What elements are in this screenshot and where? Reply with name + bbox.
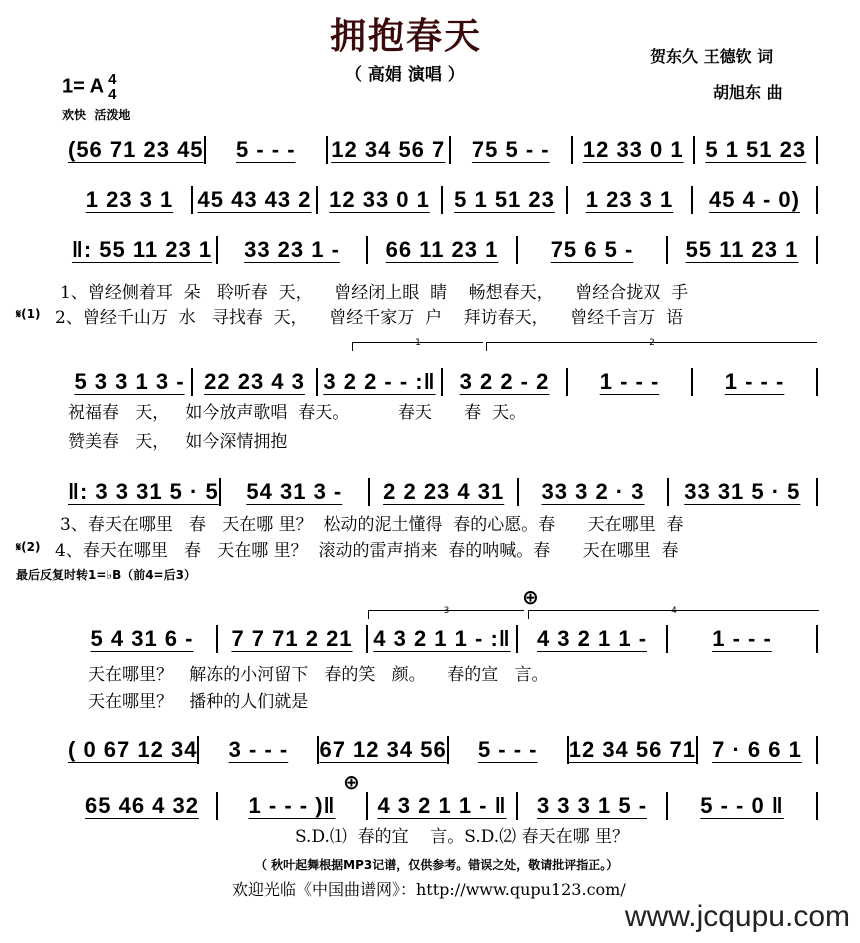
bar-line <box>816 186 818 214</box>
measure: 5 1 51 23 <box>705 137 807 162</box>
welcome-text: 欢迎光临《中国曲谱网》：http://www.qupu123.com/ <box>232 880 626 899</box>
measure: 54 31 3 - <box>246 479 343 504</box>
segno-1: 𝄋(1) <box>16 307 41 321</box>
measure: ( 0 67 12 34 <box>68 737 198 762</box>
bar-line <box>816 736 818 764</box>
song-title: 拥抱春天 <box>330 16 483 57</box>
notation-row <box>68 478 818 506</box>
volta-1 <box>352 338 483 351</box>
bar-line <box>816 368 818 396</box>
volta-label: 3 <box>443 606 450 616</box>
performer: （ 高娟 演唱 ） <box>345 65 465 85</box>
notation-row <box>68 236 818 264</box>
lyrics-verse-2: 2、曾经千山万 水 寻找春 天， 曾经千家万 户 拜访春天， 曾经千言万 语 <box>55 308 684 328</box>
measure: 3 - - - <box>228 737 289 762</box>
time-bottom: 4 <box>108 86 117 103</box>
segno-2: 𝄋(2) <box>16 540 41 554</box>
volta-label: 4 <box>671 606 677 616</box>
measure: 45 43 43 2 <box>197 187 312 212</box>
measure: 66 11 23 1 <box>385 237 499 262</box>
measure: 7 · 6 6 1 <box>712 737 802 762</box>
volta-4 <box>528 606 819 619</box>
measure: 4 3 2 1 1 - ‖ <box>377 793 507 818</box>
bar-line <box>816 625 818 653</box>
measure: 3 3 3 1 5 - <box>536 793 648 818</box>
notation-row <box>68 136 818 164</box>
key: 1= A <box>62 75 105 98</box>
lyrics-verse-3: 3、春天在哪里 春 天在哪 里？ 松动的泥土懂得 春的心愿。春 天在哪里 春 <box>60 515 684 535</box>
measure: 33 3 2 · 3 <box>541 479 645 504</box>
volta-3 <box>368 606 524 619</box>
measure: 3 2 2 - - :‖ <box>323 369 436 394</box>
lyricist: 贺东久 王德钦 词 <box>650 47 774 66</box>
measure: 5 4 31 6 - <box>90 626 194 651</box>
measure: 12 33 0 1 <box>582 137 684 162</box>
measure: ‖: 3 3 31 5 · 5 <box>68 479 219 504</box>
measure: 5 - - - <box>477 737 538 762</box>
measure: 1 23 3 1 <box>85 187 174 212</box>
coda-icon: ⊕ <box>522 585 539 609</box>
measure: 65 46 4 32 <box>85 793 199 818</box>
time-top: 4 <box>108 71 117 88</box>
notation-row <box>68 186 818 214</box>
measure: 55 11 23 1 <box>685 237 799 262</box>
measure: 67 12 34 56 <box>319 737 447 762</box>
volta-2 <box>486 338 817 351</box>
time-signature <box>108 72 116 102</box>
measure: 45 4 - 0) <box>709 187 800 212</box>
measure: 22 23 4 3 <box>204 369 305 394</box>
measure: 12 34 56 71 <box>568 737 696 762</box>
lyrics-verse-1: 1、曾经侧着耳 朵 聆听春 天， 曾经闭上眼 睛 畅想春天， 曾经合拢双 手 <box>60 283 689 303</box>
measure: 5 - - 0 ‖ <box>700 793 784 818</box>
tempo-marking: 欢快 活泼地 <box>62 108 131 122</box>
measure: 1 23 3 1 <box>585 187 674 212</box>
key-signature <box>62 72 116 102</box>
bar-line <box>816 792 818 820</box>
measure: 5 - - - <box>236 137 296 162</box>
measure: 12 33 0 1 <box>329 187 430 212</box>
transcriber-note: （ 秋叶起舞根据MP3记谱，仅供参考。错误之处，敬请批评指正。） <box>255 858 619 872</box>
measure: 1 - - - <box>712 626 772 651</box>
volta-label: 2 <box>649 338 655 348</box>
lyrics-row4-a: 祝福春 天， 如今放声歌唱 春天。 春天 春 天。 <box>68 403 527 423</box>
measure: 1 - - - )‖ <box>248 793 336 818</box>
measure: 33 23 1 - <box>244 237 340 262</box>
bar-line <box>816 136 818 164</box>
measure: (56 71 23 45 <box>68 137 204 162</box>
measure: 5 3 3 1 3 - <box>74 369 185 394</box>
watermark: www.jcqupu.com <box>624 900 850 933</box>
measure: 5 1 51 23 <box>454 187 555 212</box>
measure: 12 34 56 7 <box>331 137 446 162</box>
measure: 4 3 2 1 1 - :‖ <box>373 626 511 651</box>
notation-row <box>68 792 818 820</box>
notation-row <box>68 368 818 396</box>
composer: 胡旭东 曲 <box>713 83 783 102</box>
measure: 2 2 23 4 31 <box>383 479 505 504</box>
lyrics-verse-4: 4、春天在哪里 春 天在哪 里？ 滚动的雷声捎来 春的呐喊。春 天在哪里 春 <box>55 541 679 561</box>
notation-row <box>68 736 818 764</box>
measure: 4 3 2 1 1 - <box>536 626 648 651</box>
lyrics-row6-b: 天在哪里？ 播种的人们就是 <box>88 692 309 712</box>
measure: 1 - - - <box>599 369 660 394</box>
measure: 75 6 5 - <box>550 237 634 262</box>
measure: ‖: 55 11 23 1 <box>71 237 213 262</box>
lyrics-row4-b: 赞美春 天， 如今深情拥抱 <box>68 432 288 452</box>
measure: 75 5 - - <box>471 137 550 162</box>
measure: 3 2 2 - 2 <box>459 369 550 394</box>
bar-line <box>816 236 818 264</box>
bar-line <box>816 478 818 506</box>
modulation-note: 最后反复时转1=♭B（前4=后3） <box>16 568 196 582</box>
measure: 1 - - - <box>724 369 785 394</box>
notation-row <box>68 625 818 653</box>
volta-label: 1 <box>415 338 421 348</box>
measure: 7 7 71 2 21 <box>231 626 353 651</box>
lyrics-sd: S.D.⑴ 春的宜 言。S.D.⑵ 春天在哪 里？ <box>295 827 629 847</box>
coda-icon: ⊕ <box>343 770 360 794</box>
lyrics-row6-a: 天在哪里？ 解冻的小河留下 春的笑 颜。 春的宣 言。 <box>88 665 549 685</box>
measure: 33 31 5 · 5 <box>684 479 801 504</box>
